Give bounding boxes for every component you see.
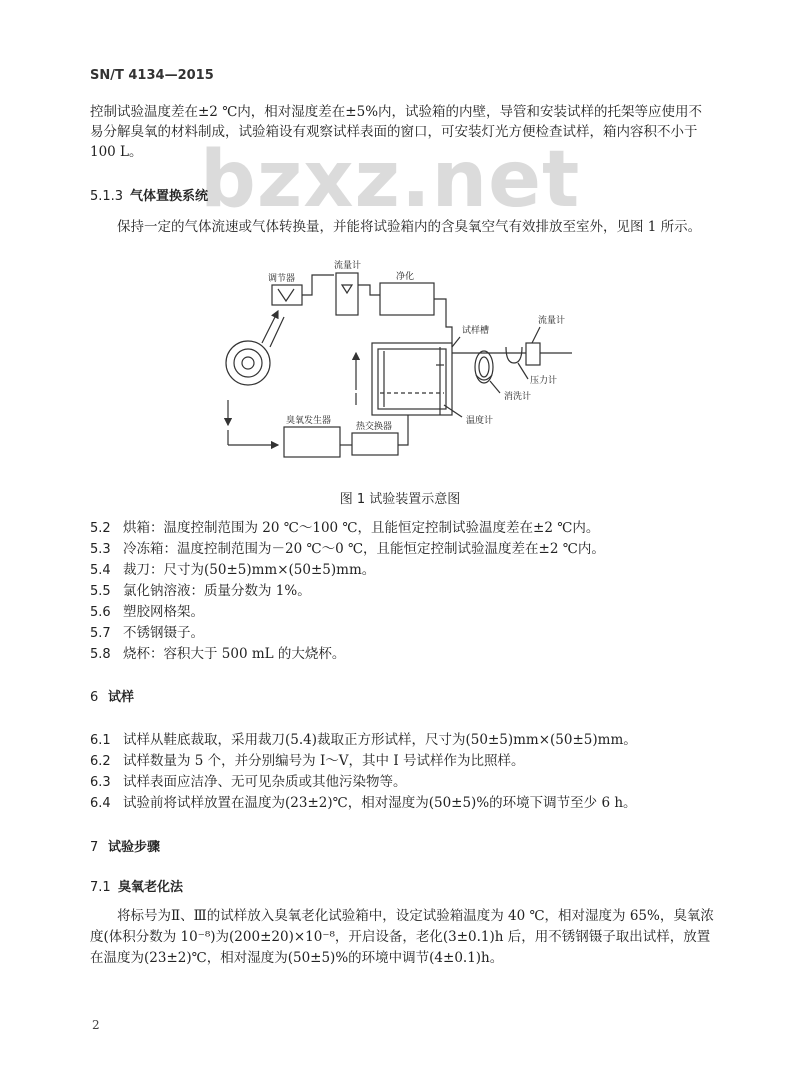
standard-code: SN/T 4134—2015 bbox=[90, 68, 214, 83]
section-6-heading bbox=[90, 686, 134, 705]
list-item bbox=[90, 730, 637, 750]
label-thermometer: 温度计 bbox=[466, 416, 494, 426]
intro-line-2: 易分解臭氧的材料制成，试验箱设有观察试样表面的窗口，可安装灯光方便检查试样，箱内容积不小于 bbox=[90, 124, 698, 140]
item-text: 裁刀：尺寸为(50±5)mm×(50±5)mm。 bbox=[123, 562, 376, 578]
label-regulator: 调节器 bbox=[268, 274, 296, 284]
watermark: bzxz.net bbox=[200, 135, 581, 225]
section-number: 7 bbox=[90, 840, 99, 855]
section-7-1-text bbox=[90, 906, 714, 969]
list-item bbox=[90, 772, 407, 792]
figure-caption: 图 1 试验装置示意图 bbox=[339, 492, 461, 507]
label-purify: 净化 bbox=[396, 272, 415, 282]
item-number: 5.5 bbox=[90, 584, 111, 599]
page-number: 2 bbox=[92, 1018, 100, 1032]
item-number: 6.4 bbox=[90, 796, 111, 811]
label-flowmeter-right: 流量计 bbox=[538, 316, 566, 326]
section-5-1-3-heading bbox=[90, 185, 208, 204]
list-item bbox=[90, 539, 605, 559]
item-text: 冷冻箱：温度控制范围为－20 ℃～0 ℃，且能恒定控制试验温度差在±2 ℃内。 bbox=[123, 541, 605, 557]
item-number: 5.4 bbox=[90, 563, 111, 578]
gas-source-circle bbox=[226, 341, 270, 385]
section-5-1-3-text: 保持一定的气体流速或气体转换量，并能将试验箱内的含臭氧空气有效排放至室外，见图 1 所示。 bbox=[117, 219, 702, 235]
section-number: 5.1.3 bbox=[90, 189, 124, 204]
list-item bbox=[90, 560, 375, 580]
item-text: 氯化钠溶液：质量分数为 1%。 bbox=[123, 583, 311, 599]
item-text: 试验前将试样放置在温度为(23±2)℃，相对湿度为(50±5)%的环境下调节至少 6 h。 bbox=[123, 795, 637, 811]
list-item bbox=[90, 581, 311, 601]
item-number: 5.6 bbox=[90, 605, 111, 620]
item-text: 不锈钢镊子。 bbox=[123, 625, 204, 641]
item-text: 试样表面应洁净、无可见杂质或其他污染物等。 bbox=[123, 774, 407, 790]
item-text: 塑胶网格架。 bbox=[123, 604, 204, 620]
section-title: 臭氧老化法 bbox=[118, 880, 184, 895]
section-number: 6 bbox=[90, 690, 99, 705]
section-7-1-line-3: 在温度为(23±2)℃，相对湿度为(50±5)%的环境中调节(4±0.1)h。 bbox=[90, 950, 504, 966]
list-item bbox=[90, 602, 204, 622]
item-number: 5.8 bbox=[90, 647, 111, 662]
item-number: 6.3 bbox=[90, 775, 111, 790]
item-text: 试样从鞋底裁取，采用裁刀(5.4)裁取正方形试样，尺寸为(50±5)mm×(50±5)mm。 bbox=[123, 732, 637, 748]
item-number: 6.1 bbox=[90, 733, 111, 748]
label-heat-exchanger: 热交换器 bbox=[356, 422, 393, 432]
section-title: 气体置换系统 bbox=[130, 189, 209, 204]
section-title: 试样 bbox=[108, 690, 135, 705]
label-ozone-generator: 臭氧发生器 bbox=[286, 416, 332, 426]
item-number: 5.7 bbox=[90, 626, 111, 641]
label-pressure-gauge: 压力计 bbox=[530, 376, 558, 386]
label-wash-meter: 消洗计 bbox=[504, 392, 532, 402]
item-number: 5.3 bbox=[90, 542, 111, 557]
list-item bbox=[90, 793, 637, 813]
item-text: 试样数量为 5 个，并分别编号为 Ⅰ～Ⅴ，其中 Ⅰ 号试样作为比照样。 bbox=[123, 753, 525, 769]
list-item bbox=[90, 518, 599, 538]
item-text: 烘箱：温度控制范围为 20 ℃～100 ℃，且能恒定控制试验温度差在±2 ℃内。 bbox=[123, 520, 600, 536]
item-text: 烧杯：容积大于 500 mL 的大烧杯。 bbox=[123, 646, 346, 662]
section-title: 试验步骤 bbox=[108, 840, 161, 855]
section-7-1-heading bbox=[90, 876, 183, 895]
section-7-1-line-1: 将标号为Ⅱ、Ⅲ的试样放入臭氧老化试验箱中，设定试验箱温度为 40 ℃，相对湿度为 65%，臭氧浓 bbox=[117, 908, 714, 924]
list-item bbox=[90, 751, 524, 771]
label-flowmeter-top: 流量计 bbox=[334, 261, 362, 271]
section-7-heading bbox=[90, 836, 160, 855]
section-number: 7.1 bbox=[90, 880, 111, 895]
item-number: 6.2 bbox=[90, 754, 111, 769]
apparatus-diagram bbox=[200, 255, 580, 470]
item-number: 5.2 bbox=[90, 521, 111, 536]
intro-line-1: 控制试验温度差在±2 ℃内，相对湿度差在±5%内，试验箱的内壁，导管和安装试样的托架等应使用不 bbox=[90, 104, 703, 120]
intro-paragraph bbox=[90, 102, 702, 162]
list-item bbox=[90, 644, 345, 664]
section-7-1-line-2: 度(体积分数为 10⁻⁸)为(200±20)×10⁻⁸，开启设备，老化(3±0.1)h 后，用不锈钢镊子取出试样，放置 bbox=[90, 929, 711, 945]
label-sample-tank: 试样槽 bbox=[462, 326, 490, 336]
list-item bbox=[90, 623, 204, 643]
intro-line-3: 100 L。 bbox=[90, 144, 143, 160]
